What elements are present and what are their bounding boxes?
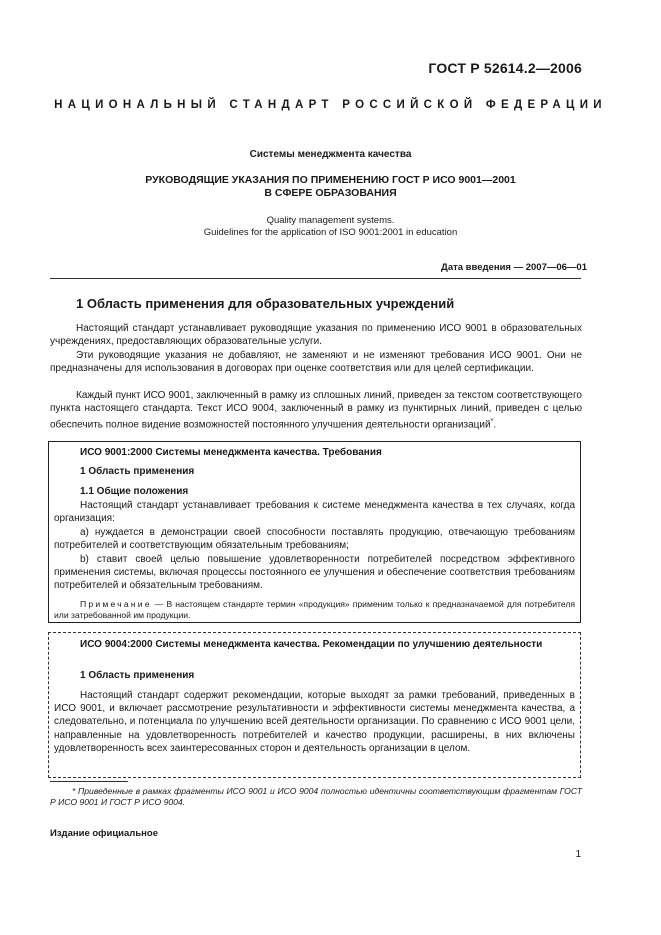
- title-line-1: РУКОВОДЯЩИЕ УКАЗАНИЯ ПО ПРИМЕНЕНИЮ ГОСТ Р ИСО 9001—2001: [145, 174, 516, 186]
- english-title: [0, 215, 661, 239]
- iso9001-section-heading: 1 Область применения: [80, 466, 195, 477]
- section-paragraph-1: Настоящий стандарт устанавливает руководящие указания по применению ИСО 9001 в образовательных учреждениях, предоставляющих образовательные услуги.: [50, 323, 582, 348]
- iso9001-box: [48, 441, 581, 623]
- iso9004-section-heading: 1 Область применения: [80, 670, 195, 681]
- footnote-divider: [50, 781, 128, 782]
- iso9001-item-a: a) нуждается в демонстрации своей способности поставлять продукцию, отвечающую требованиям потребителей и соответствующим обязательным требованиям;: [54, 527, 575, 552]
- section-heading: 1 Область применения для образовательных учреждений: [76, 296, 455, 311]
- document-number: ГОСТ Р 52614.2—2006: [428, 60, 582, 76]
- iso9001-box-title: ИСО 9001:2000 Системы менеджмента качества. Требования: [80, 447, 382, 458]
- iso9004-box: [48, 632, 581, 778]
- introduction-date: Дата введения — 2007—06—01: [441, 262, 587, 273]
- iso9004-box-title: ИСО 9004:2000 Системы менеджмента качества. Рекомендации по улучшению деятельности: [80, 639, 543, 650]
- footnote-mark: *: [490, 418, 494, 426]
- section-paragraph-2: Эти руководящие указания не добавляют, не заменяют и не изменяют требования ИСО 9001. Они не предназначены для использования в договорах при оценке соответствия или для целей сертификации.: [50, 350, 582, 375]
- english-title-line-1: Quality management systems.: [266, 215, 395, 226]
- national-standard-banner: НАЦИОНАЛЬНЫЙ СТАНДАРТ РОССИЙСКОЙ ФЕДЕРАЦИИ: [54, 99, 607, 111]
- page-number: 1: [575, 849, 581, 860]
- official-edition-label: Издание официальное: [50, 828, 158, 839]
- note-label: Примечание: [80, 599, 152, 609]
- iso9001-item-b: b) ставит своей целью повышение удовлетворенности потребителей посредством эффективного применения системы, включая процессы постоянного ее улучшения и обеспечение соответствия требованиям потребителей и обязательным требованиям.: [54, 554, 575, 592]
- english-title-line-2: Guidelines for the application of ISO 9001:2001 in education: [203, 227, 458, 238]
- iso9001-paragraph: Настоящий стандарт устанавливает требования к системе менеджмента качества в тех случаях, когда организация:: [54, 500, 575, 525]
- title-line-2: В СФЕРЕ ОБРАЗОВАНИЯ: [264, 187, 397, 199]
- section-paragraph-3: Каждый пункт ИСО 9001, заключенный в рамку из сплошных линий, приведен за текстом соответствующего пункта настоящего стандарта. Текст ИСО 9004, заключенный в рамку из пунктирных линий, приведен с целью обеспечить полное видение возможностей постоянного улучшения деятельности организаций*.: [50, 390, 582, 431]
- standard-title: [0, 174, 661, 200]
- iso9001-note: Примечание — В настоящем стандарте термин «продукция» применим только к предназначаемой для потребителя или затребованной им продукции.: [54, 599, 575, 620]
- standard-subject: Системы менеджмента качества: [249, 149, 412, 160]
- footnote: * Приведенные в рамках фрагменты ИСО 9001 и ИСО 9004 полностью идентичны соответствующим фрагментам ГОСТ Р ИСО 9001 И ГОСТ Р ИСО 9004.: [50, 786, 582, 807]
- iso9001-subsection-heading: 1.1 Общие положения: [80, 486, 189, 497]
- iso9004-paragraph: Настоящий стандарт содержит рекомендации, которые выходят за рамки требований, приведенных в ИСО 9001, и включает рассмотрение результативности и эффективности системы менеджмента качества, а следовательно, и потенциала по улучшению всей деятельности организации. По сравнению с ИСО 9001 цели, направленные на удовлетворенность потребителей и качество продукции, расширены, в них включены удовлетворенность всех заинтересованных сторон и деятельность организации в целом.: [54, 690, 575, 754]
- header-divider: [50, 278, 581, 279]
